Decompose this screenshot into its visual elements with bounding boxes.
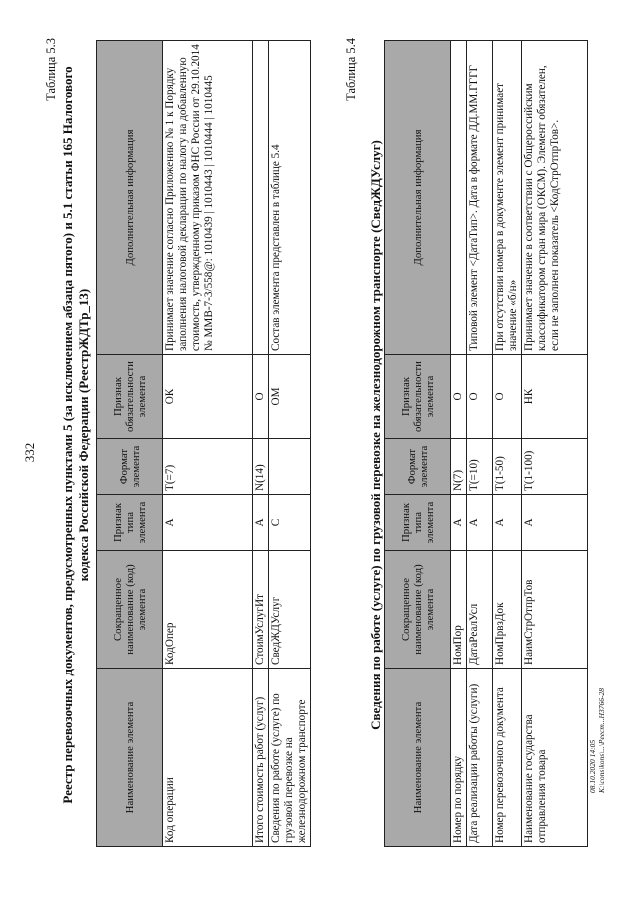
element-code-cell: СтоимУслугИт (253, 551, 269, 669)
table-5-4-label: Таблица 5.4 (344, 38, 358, 101)
table-row (522, 41, 588, 847)
element-format-cell: N(7) (451, 439, 467, 495)
column-header: Признак обязательности элемента (385, 355, 451, 439)
element-info-cell: Принимает значение согласно Приложению № 1 к Порядку заполнения налоговой декларации по налогу на добавленную стоимость, утвержденному приказом ФНС России от 29.10.2014 № ММВ-7-3/558@: 1010439 | 1010443 | 1010444 | 1010445 (163, 41, 253, 355)
element-code-cell: НомПор (451, 551, 467, 669)
element-format-cell (269, 439, 311, 495)
element-type-cell: А (253, 495, 269, 551)
column-header: Признак обязательности элемента (97, 355, 163, 439)
element-info-cell: При отсутствии номера в документе элемент принимает значение «б/н» (493, 41, 522, 355)
table-5-3-label: Таблица 5.3 (44, 38, 58, 101)
element-format-cell: T(1-100) (522, 439, 588, 495)
column-header: Сокращенное наименование (код) элемента (97, 551, 163, 669)
table-5-4 (384, 40, 588, 847)
element-required-cell: НК (522, 355, 588, 439)
column-header: Формат элемента (385, 439, 451, 495)
table-5-3-title-line-2: кодекса Российской Федерации (РеестрЖДТр_13) (76, 288, 91, 582)
element-type-cell: С (269, 495, 311, 551)
column-header: Сокращенное наименование (код) элемента (385, 551, 451, 669)
element-info-cell (253, 41, 269, 355)
element-type-cell: А (522, 495, 588, 551)
element-format-cell: T(=10) (467, 439, 493, 495)
table-5-4-header-row (385, 41, 451, 847)
table-row (467, 41, 493, 847)
element-name-cell: Номер по порядку (451, 669, 467, 847)
table-5-3 (96, 40, 311, 847)
column-header: Наименование элемента (97, 669, 163, 847)
element-name-cell: Номер перевозочного документа (493, 669, 522, 847)
element-info-cell: Принимает значение в соответствии с Общероссийским классификатором стран мира (ОКСМ). Элемент обязателен, если не заполнен показатель <КодСтрОтпрТов>. (522, 41, 588, 355)
element-name-cell: Наименование государства отправления товара (522, 669, 588, 847)
element-type-cell: А (451, 495, 467, 551)
table-5-3-header-row (97, 41, 163, 847)
table-5-4-title: Сведения по работе (услуге) по грузовой перевозке на железнодорожном транспорте (СведЖДУслуг) (368, 140, 383, 730)
table-row (493, 41, 522, 847)
column-header: Наименование элемента (385, 669, 451, 847)
element-code-cell: СведЖДУслуг (269, 551, 311, 669)
table-5-3-title (60, 65, 92, 805)
element-required-cell: О (493, 355, 522, 439)
element-name-cell: Итого стоимость работ (услуг) (253, 669, 269, 847)
element-code-cell: НомПрвзДок (493, 551, 522, 669)
element-info-cell (451, 41, 467, 355)
element-code-cell: ДатаРеалУсл (467, 551, 493, 669)
element-format-cell: N(14) (253, 439, 269, 495)
element-type-cell: А (467, 495, 493, 551)
element-name-cell: Сведения по работе (услуге) по грузовой перевозке на железнодорожном транспорте (269, 669, 311, 847)
page-number: 332 (22, 442, 37, 463)
element-required-cell: О (467, 355, 493, 439)
element-info-cell: Состав элемента представлен в таблице 5.4 (269, 41, 311, 355)
element-type-cell: А (493, 495, 522, 551)
table-5-3-title-line-1: Реестр перевозочных документов, предусмотренных пунктами 5 (за исключением абзаца пятого) и 5.1 статьи 165 Налогового (60, 66, 75, 804)
element-format-cell: T(=7) (163, 439, 253, 495)
element-required-cell: О (451, 355, 467, 439)
element-code-cell: НаимСтрОтпрТов (522, 551, 588, 669)
element-required-cell: ОК (163, 355, 253, 439)
column-header: Формат элемента (97, 439, 163, 495)
table-row (269, 41, 311, 847)
element-name-cell: Код операции (163, 669, 253, 847)
element-required-cell: ОМ (269, 355, 311, 439)
document-footer (588, 688, 606, 793)
column-header: Дополнительная информация (97, 41, 163, 355)
table-row (253, 41, 269, 847)
footer-file-path: К:\cons\kons\...\Рeест...Н3766-28 (597, 688, 606, 793)
element-info-cell: Типовой элемент <ДатаТип>. Дата в формате ДД.ММ.ГГГГ (467, 41, 493, 355)
column-header: Признак типа элемента (385, 495, 451, 551)
element-format-cell: T(1-50) (493, 439, 522, 495)
column-header: Признак типа элемента (97, 495, 163, 551)
table-row (451, 41, 467, 847)
element-name-cell: Дата реализации работы (услуги) (467, 669, 493, 847)
footer-timestamp: 08.10.2020 14:05 (588, 739, 597, 793)
element-type-cell: А (163, 495, 253, 551)
table-row (163, 41, 253, 847)
element-code-cell: КодОпер (163, 551, 253, 669)
element-required-cell: О (253, 355, 269, 439)
column-header: Дополнительная информация (385, 41, 451, 355)
